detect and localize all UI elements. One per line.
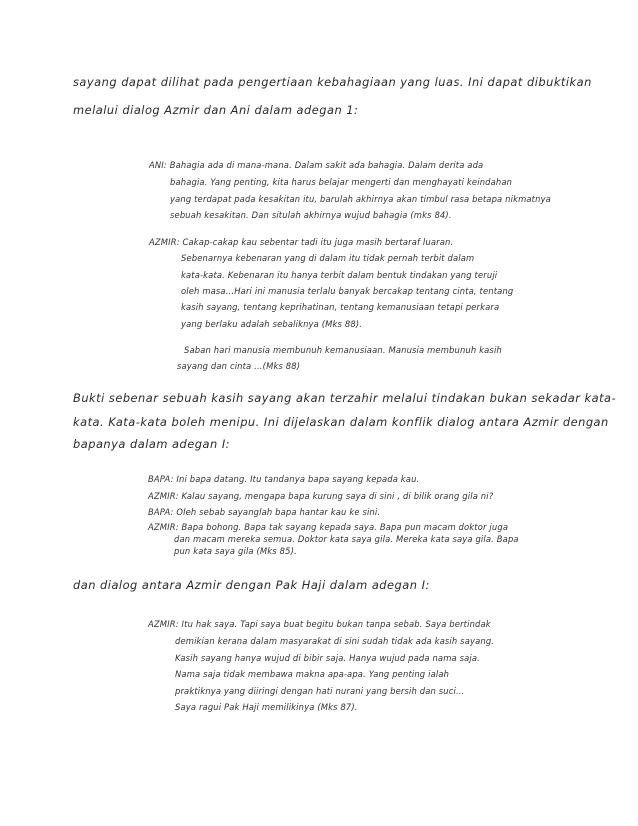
quote-azmir-2-line-5: praktiknya yang diiringi dengan hati nurani yang bersih dan suci…	[175, 686, 465, 696]
quote-azmir-1-line-3: kata-kata. Kebenaran itu hanya terbit dalam bentuk tindakan yang teruji	[181, 270, 498, 280]
quote-bapa-line-2: AZMIR: Kalau sayang, mengapa bapa kurung saya di sini , di bilik orang gila ni?	[148, 491, 494, 501]
paragraph-3-line-1: dan dialog antara Azmir dengan Pak Haji dalam adegan I:	[73, 578, 430, 592]
quote-bapa-line-6: pun kata saya gila (Mks 85).	[174, 546, 297, 556]
quote-ani-line-3: yang terdapat pada kesakitan itu, barulah akhirnya akan timbul rasa betapa nikmatnya	[170, 194, 551, 204]
quote-bapa-line-3: BAPA: Oleh sebab sayanglah bapa hantar kau ke sini.	[148, 507, 381, 517]
quote-azmir-1-line-7: Saban hari manusia membunuh kemanusiaan. Manusia membunuh kasih	[184, 345, 502, 355]
quote-azmir-1-line-6: yang berlaku adalah sebaliknya (Mks 88).	[181, 319, 363, 329]
quote-bapa-line-5: dan macam mereka semua. Doktor kata saya gila. Mereka kata saya gila. Bapa	[174, 534, 519, 544]
quote-azmir-1-line-2: Sebenarnya kebenaran yang di dalam itu tidak pernah terbit dalam	[181, 253, 475, 263]
quote-azmir-2-line-3: Kasih sayang hanya wujud di bibir saja. Hanya wujud pada nama saja.	[175, 653, 480, 663]
paragraph-2-line-1: Bukti sebenar sebuah kasih sayang akan terzahir melalui tindakan bukan sekadar kata-	[73, 391, 617, 405]
quote-azmir-1-line-5: kasih sayang, tentang keprihatinan, tentang kemanusiaan tetapi perkara	[181, 302, 500, 312]
paragraph-2-line-3: bapanya dalam adegan I:	[73, 437, 231, 451]
quote-azmir-2-line-6: Saya ragui Pak Haji memilikinya (Mks 87).	[175, 702, 358, 712]
quote-ani-line-2: bahagia. Yang penting, kita harus belajar mengerti dan menghayati keindahan	[170, 177, 513, 187]
quote-azmir-2-line-2: demikian kerana dalam masyarakat di sini sudah tidak ada kasih sayang.	[175, 636, 495, 646]
quote-azmir-1-line-4: oleh masa…Hari ini manusia terlalu banyak bercakap tentang cinta, tentang	[181, 286, 514, 296]
paragraph-1-line-2: melalui dialog Azmir dan Ani dalam adegan 1:	[73, 103, 359, 117]
quote-ani-line-4: sebuah kesakitan. Dan situlah akhirnya wujud bahagia (mks 84).	[170, 210, 452, 220]
quote-bapa-line-4: AZMIR: Bapa bohong. Bapa tak sayang kepada saya. Bapa pun macam doktor juga	[148, 522, 509, 532]
quote-azmir-1-line-8: sayang dan cinta …(Mks 88)	[177, 361, 301, 371]
quote-ani-line-1: ANI: Bahagia ada di mana-mana. Dalam sakit ada bahagia. Dalam derita ada	[149, 160, 484, 170]
paragraph-1-line-1: sayang dapat dilihat pada pengertiaan kebahagiaan yang luas. Ini dapat dibuktikan	[73, 75, 592, 89]
paragraph-2-line-2: kata. Kata-kata boleh menipu. Ini dijelaskan dalam konflik dialog antara Azmir dengan	[73, 415, 609, 429]
quote-bapa-line-1: BAPA: Ini bapa datang. Itu tandanya bapa sayang kepada kau.	[148, 474, 420, 484]
quote-azmir-1-line-1: AZMIR: Cakap-cakap kau sebentar tadi itu juga masih bertaraf luaran.	[149, 237, 454, 247]
quote-azmir-2-line-4: Nama saja tidak membawa makna apa-apa. Yang penting ialah	[175, 669, 450, 679]
quote-azmir-2-line-1: AZMIR: Itu hak saya. Tapi saya buat begitu bukan tanpa sebab. Saya bertindak	[148, 619, 491, 629]
